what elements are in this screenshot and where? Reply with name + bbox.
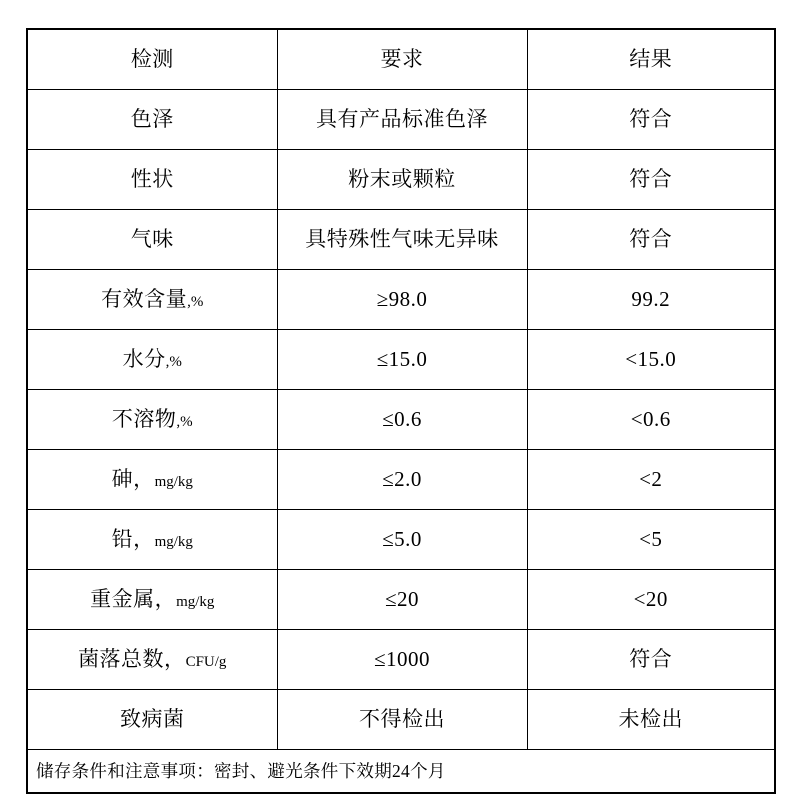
cell-item (27, 150, 277, 210)
header-cell-item: 检测 (27, 29, 277, 90)
table-row (27, 450, 775, 510)
cell-result: 符合 (527, 90, 775, 150)
table-row (27, 690, 775, 750)
cell-requirement: 粉末或颗粒 (277, 150, 527, 210)
cell-requirement: ≤5.0 (277, 510, 527, 570)
cell-item (27, 330, 277, 390)
cell-item (27, 210, 277, 270)
item-text: 有效含量 (101, 286, 188, 311)
cell-requirement: ≤15.0 (277, 330, 527, 390)
item-text: 不溶物 (111, 406, 177, 431)
item-unit: mg/kg (154, 533, 193, 550)
header-cell-requirement: 要求 (277, 29, 527, 90)
item-text: 性状 (130, 166, 174, 191)
cell-item (27, 630, 277, 690)
cell-item (27, 390, 277, 450)
cell-result: 99.2 (527, 270, 775, 330)
cell-result: <15.0 (527, 330, 775, 390)
cell-requirement: ≤2.0 (277, 450, 527, 510)
table-row (27, 150, 775, 210)
cell-result: <5 (527, 510, 775, 570)
item-unit: CFU/g (185, 653, 227, 670)
item-text: 铅， (111, 526, 155, 551)
cell-requirement: ≤20 (277, 570, 527, 630)
cell-result: <20 (527, 570, 775, 630)
item-unit: ,% (187, 293, 204, 310)
item-unit: mg/kg (176, 593, 215, 610)
cell-result: <2 (527, 450, 775, 510)
table-row (27, 270, 775, 330)
item-text: 砷， (111, 466, 155, 491)
cell-requirement: 具有产品标准色泽 (277, 90, 527, 150)
cell-item (27, 450, 277, 510)
cell-item (27, 690, 277, 750)
cell-result: <0.6 (527, 390, 775, 450)
cell-result: 符合 (527, 210, 775, 270)
item-text: 致病菌 (120, 706, 185, 731)
table-row (27, 210, 775, 270)
cell-result: 符合 (527, 630, 775, 690)
cell-item (27, 90, 277, 150)
cell-item (27, 510, 277, 570)
header-cell-result: 结果 (527, 29, 775, 90)
item-unit: mg/kg (154, 473, 193, 490)
table-footer-row (27, 750, 775, 794)
item-text: 菌落总数， (78, 646, 186, 671)
specification-table (26, 28, 776, 794)
item-text: 水分 (122, 346, 166, 371)
cell-requirement: ≤1000 (277, 630, 527, 690)
cell-result: 符合 (527, 150, 775, 210)
table-header-row (27, 29, 775, 90)
cell-requirement: 不得检出 (277, 690, 527, 750)
item-unit: ,% (165, 353, 182, 370)
storage-note: 储存条件和注意事项：密封、避光条件下效期24个月 (27, 750, 775, 794)
item-text: 色泽 (130, 106, 174, 131)
item-text: 重金属， (90, 586, 177, 611)
cell-item (27, 270, 277, 330)
table-row (27, 570, 775, 630)
item-unit: ,% (176, 413, 193, 430)
table-row (27, 510, 775, 570)
table-row (27, 330, 775, 390)
cell-requirement: ≥98.0 (277, 270, 527, 330)
cell-requirement: ≤0.6 (277, 390, 527, 450)
table-row (27, 630, 775, 690)
item-text: 气味 (130, 226, 174, 251)
table-row (27, 90, 775, 150)
cell-result: 未检出 (527, 690, 775, 750)
cell-requirement: 具特殊性气味无异味 (277, 210, 527, 270)
cell-item (27, 570, 277, 630)
table-row (27, 390, 775, 450)
